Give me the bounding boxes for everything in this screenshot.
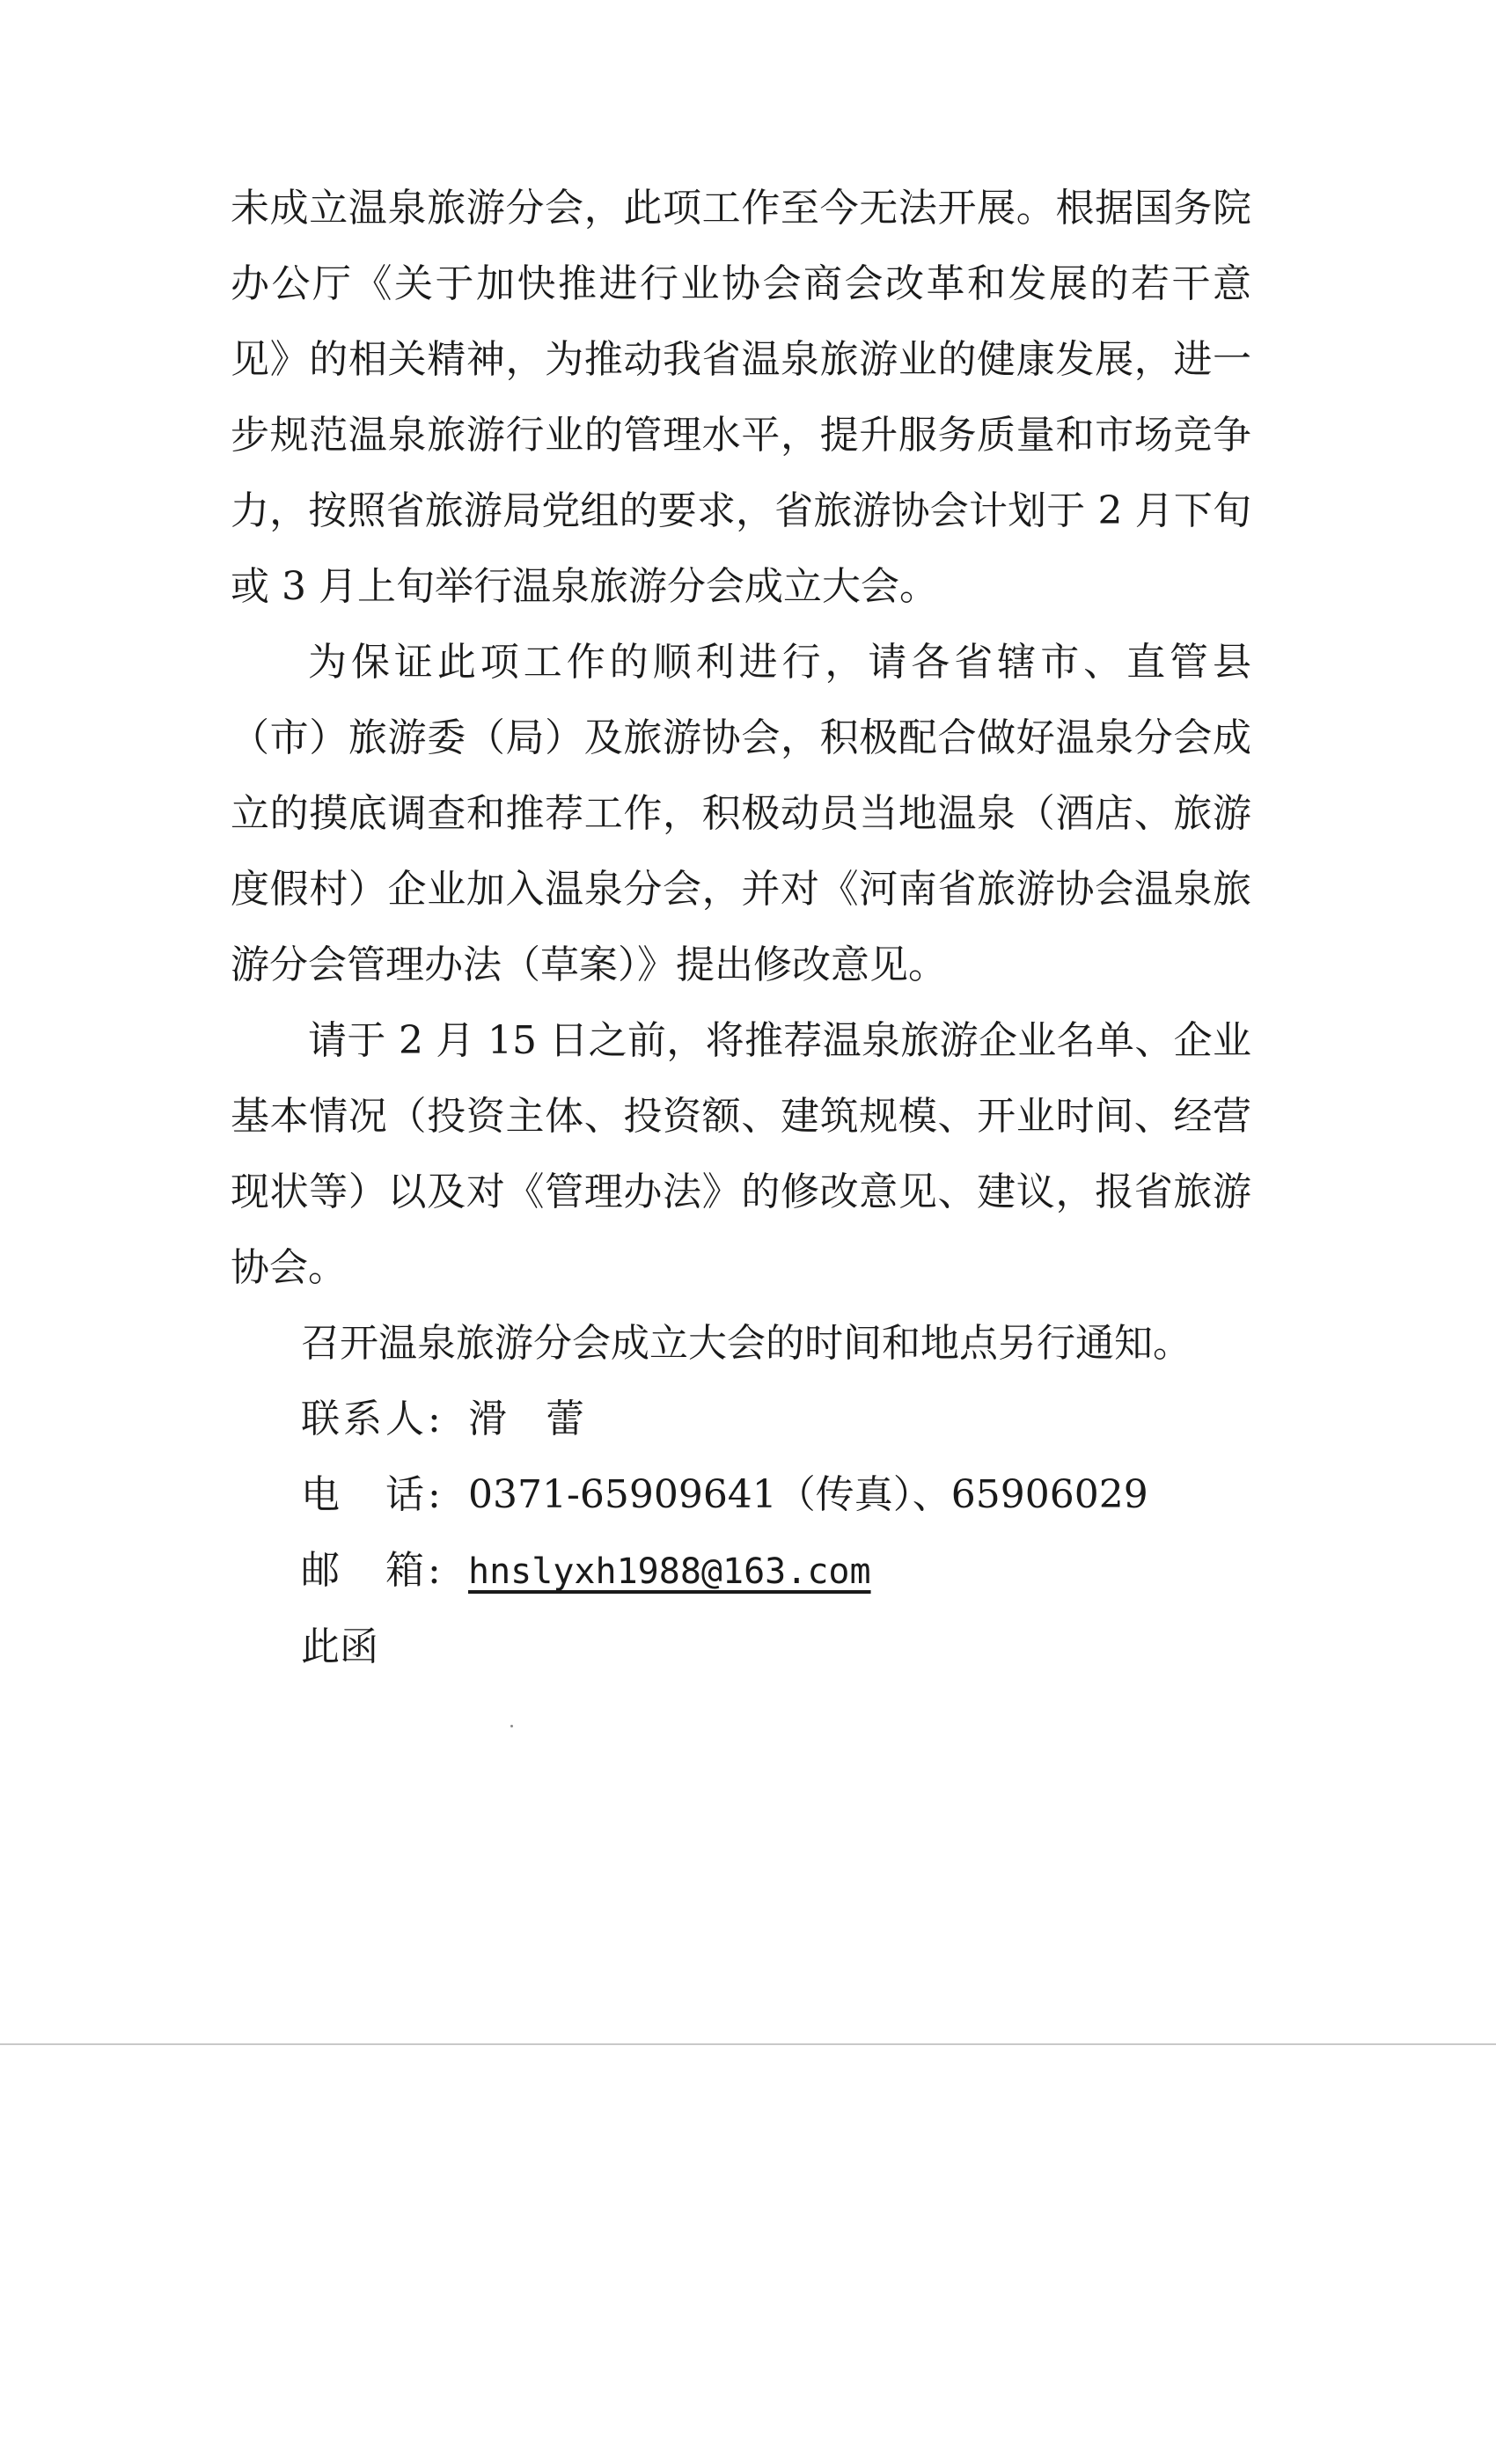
contact-phone-value: 0371-65909641（传真）、65906029 bbox=[468, 1472, 1148, 1517]
contact-email-label: 邮 箱: bbox=[301, 1548, 444, 1593]
meeting-notice: 召开温泉旅游分会成立大会的时间和地点另行通知。 bbox=[301, 1321, 1192, 1366]
paragraph-3: 请于 2 月 15 日之前，将推荐温泉旅游企业名单、企业基本情况（投资主体、投资额、建筑规模、开业时间、经营现状等）以及对《管理办法》的修改意见、建议，报省旅游协会。 bbox=[231, 1018, 1251, 1290]
document-body bbox=[231, 171, 1251, 1685]
contact-person-name: 滑 蕾 bbox=[468, 1397, 584, 1441]
contact-email-link[interactable]: hnslyxh1988@163.com bbox=[468, 1551, 871, 1592]
contact-email-line bbox=[231, 1533, 1251, 1610]
contact-person-label: 联系人: bbox=[301, 1397, 444, 1441]
paragraph-1: 未成立温泉旅游分会，此项工作至今无法开展。根据国务院办公厅《关于加快推进行业协会商会改革和发展的若干意见》的相关精神，为推动我省温泉旅游业的健康发展，进一步规范温泉旅游行业的管理水平，提升服务质量和市场竞争力，按照省旅游局党组的要求，省旅游协会计划于 2 月下旬或 3 月上旬举行温泉旅游分会成立大会。 bbox=[231, 186, 1251, 609]
closing-text: 此函 bbox=[301, 1624, 378, 1669]
contact-phone-line bbox=[231, 1457, 1251, 1533]
scan-speck bbox=[510, 1725, 513, 1727]
contact-person-line bbox=[231, 1382, 1251, 1457]
contact-phone-label: 电 话: bbox=[301, 1472, 444, 1517]
paragraph-2: 为保证此项工作的顺利进行，请各省辖市、直管县（市）旅游委（局）及旅游协会，积极配合做好温泉分会成立的摸底调查和推荐工作，积极动员当地温泉（酒店、旅游度假村）企业加入温泉分会，并对《河南省旅游协会温泉旅游分会管理办法（草案）》提出修改意见。 bbox=[231, 640, 1251, 987]
